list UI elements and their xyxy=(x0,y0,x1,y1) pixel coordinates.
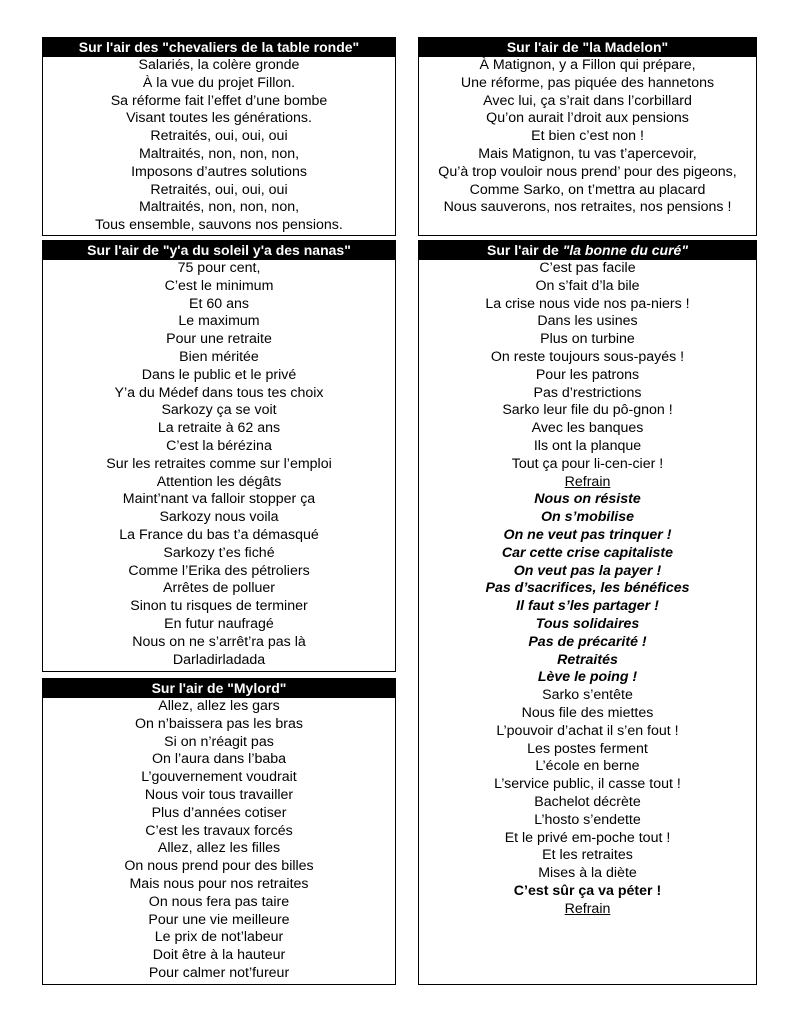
lyric-line: Retraités xyxy=(557,651,618,668)
lyric-line: Imposons d’autres solutions xyxy=(131,163,307,180)
song-title-cure-prefix: Sur l'air de xyxy=(487,242,563,258)
lyric-line: Bien méritée xyxy=(179,348,259,365)
refrain-marker: Refrain xyxy=(564,900,611,917)
lyric-line: À la vue du projet Fillon. xyxy=(142,74,296,91)
lyric-line: Sarko s’entête xyxy=(542,687,633,704)
lyric-line: À Matignon, y a Fillon qui prépare, xyxy=(479,57,696,73)
lyric-line: Le maximum xyxy=(178,313,260,330)
lyric-line: Bachelot décrète xyxy=(534,793,641,810)
lyric-line: Allez, allez les gars xyxy=(158,698,280,714)
lyric-line: L’pouvoir d’achat il s’en fout ! xyxy=(496,722,679,739)
lyric-line: Sarkozy nous voila xyxy=(159,509,279,526)
lyric-line: Avec lui, ça s’rait dans l’corbillard xyxy=(483,92,692,109)
lyric-line: Retraités, oui, oui, oui xyxy=(150,128,288,145)
song-title-mylord: Sur l'air de "Mylord" xyxy=(43,679,395,698)
lyric-line: La retraite à 62 ans xyxy=(157,420,281,437)
song-title-chevaliers: Sur l'air des "chevaliers de la table ronde" xyxy=(43,38,395,57)
lyric-line: Mais nous pour nos retraites xyxy=(129,875,309,892)
lyric-line: Nous voir tous travailler xyxy=(144,786,294,803)
lyric-line: Visant toutes les générations. xyxy=(126,110,312,127)
lyric-line: Mises à la diète xyxy=(538,865,637,882)
lyric-line: On reste toujours sous-payés ! xyxy=(490,348,685,365)
song-lyrics-cure xyxy=(419,260,756,918)
song-title-soleil: Sur l'air de "y'a du soleil y'a des nanas" xyxy=(43,241,395,260)
lyric-line: C’est le minimum xyxy=(164,277,274,294)
lyric-line: L’école en berne xyxy=(535,758,640,775)
lyric-line: On nous fera pas taire xyxy=(148,893,290,910)
song-lyrics-soleil xyxy=(43,260,395,669)
lyric-line: Maltraités, non, non, non, xyxy=(138,145,300,162)
lyric-line: Allez, allez les filles xyxy=(157,840,281,857)
lyric-line: Sarko leur file du pô-gnon ! xyxy=(502,402,673,419)
lyric-line: Lève le poing ! xyxy=(537,669,638,686)
lyric-line: C’est les travaux forcés xyxy=(145,822,293,839)
lyric-line: Si on n’réagit pas xyxy=(164,733,274,750)
lyric-line: Tout ça pour li-cen-cier ! xyxy=(511,455,664,472)
lyric-line: Tous solidaires xyxy=(535,615,640,632)
lyric-line: On veut pas la payer ! xyxy=(513,562,662,579)
lyric-line: L’hosto s’endette xyxy=(534,811,641,828)
lyric-line: Pour une retraite xyxy=(166,331,272,348)
lyric-line: Car cette crise capitaliste xyxy=(501,544,674,561)
lyric-line: Pas de précarité ! xyxy=(528,633,647,650)
lyric-line: Pas d’sacrifices, les bénéfices xyxy=(485,580,690,597)
lyric-line: L’gouvernement voudrait xyxy=(141,769,297,786)
lyric-line: Dans les usines xyxy=(537,313,638,330)
lyric-line: Pour calmer not’fureur xyxy=(148,964,290,981)
lyric-line: L’service public, il casse tout ! xyxy=(494,776,681,793)
lyric-line: Maltraités, non, non, non, xyxy=(138,199,300,216)
lyric-line: Sa réforme fait l’effet d’une bombe xyxy=(110,92,328,109)
lyric-line: Maint’nant va falloir stopper ça xyxy=(122,491,316,508)
song-lyrics-chevaliers xyxy=(43,57,395,235)
lyric-line: Plus d’années cotiser xyxy=(151,804,287,821)
lyric-line: Qu’on aurait l’droit aux pensions xyxy=(486,110,689,127)
lyric-line: On s’fait d’la bile xyxy=(535,277,640,294)
lyric-line: Sinon tu risques de terminer xyxy=(130,598,308,615)
lyric-line: Et le privé em-poche tout ! xyxy=(504,829,671,846)
lyric-line: Qu’à trop vouloir nous prend’ pour des pigeons, xyxy=(438,163,737,180)
lyric-line: Pour les patrons xyxy=(535,366,640,383)
lyric-line: Plus on turbine xyxy=(540,331,635,348)
lyric-line: On s’mobilise xyxy=(540,509,635,526)
lyric-line: Et les retraites xyxy=(542,847,633,864)
lyric-line: Arrêtes de polluer xyxy=(163,580,275,597)
lyric-line: C’est sûr ça va péter ! xyxy=(513,882,662,899)
lyric-line: Nous on résiste xyxy=(534,491,641,508)
lyric-line: Ils ont la planque xyxy=(533,437,642,454)
lyric-line: Nous on ne s’arrêt’ra pas là xyxy=(132,633,306,650)
lyric-line: Une réforme, pas piquée des hannetons xyxy=(460,74,715,91)
lyric-line: On nous prend pour des billes xyxy=(124,858,314,875)
lyric-line: Pas d’restrictions xyxy=(533,384,642,401)
lyric-line: Et bien c’est non ! xyxy=(531,128,644,145)
song-box-chevaliers xyxy=(42,37,396,236)
song-lyrics-madelon xyxy=(419,57,756,217)
song-box-soleil xyxy=(42,240,396,672)
lyric-line: Il faut s’les partager ! xyxy=(516,598,659,615)
lyric-line: Darladirladada xyxy=(172,651,266,668)
lyric-line: Le prix de not’labeur xyxy=(154,929,284,946)
song-title-madelon: Sur l'air de "la Madelon" xyxy=(419,38,756,57)
lyric-line: Comme Sarko, on t’mettra au placard xyxy=(469,181,706,198)
lyric-line: On l’aura dans l’baba xyxy=(151,751,287,768)
lyric-line: En futur naufragé xyxy=(164,615,274,632)
lyric-line: Sur les retraites comme sur l’emploi xyxy=(106,455,332,472)
lyric-line: Avec les banques xyxy=(531,420,644,437)
song-title-cure xyxy=(419,241,756,260)
lyric-line: La France du bas t’a démasqué xyxy=(119,526,319,543)
lyric-line: Sarkozy ça se voit xyxy=(161,402,277,419)
lyric-line: Retraités, oui, oui, oui xyxy=(150,181,288,198)
lyric-line: On n’baissera pas les bras xyxy=(135,715,303,732)
lyric-line: Mais Matignon, tu vas t’apercevoir, xyxy=(478,145,697,162)
lyric-line: La crise nous vide nos pa-niers ! xyxy=(485,295,690,312)
lyric-line: Pour une vie meilleure xyxy=(148,911,290,928)
lyric-line: Y’a du Médef dans tous tes choix xyxy=(114,384,324,401)
lyric-line: On ne veut pas trinquer ! xyxy=(503,526,672,543)
song-box-cure xyxy=(418,240,757,985)
lyric-line: C’est la bérézina xyxy=(166,437,272,454)
lyric-line: Sarkozy t’es fiché xyxy=(163,544,275,561)
song-box-madelon xyxy=(418,37,757,236)
lyric-line: Attention les dégâts xyxy=(156,473,282,490)
lyric-line: 75 pour cent, xyxy=(177,260,261,276)
lyric-line: Comme l’Erika des pétroliers xyxy=(128,562,310,579)
song-lyrics-mylord xyxy=(43,698,395,983)
lyric-line: Nous sauverons, nos retraites, nos pensions ! xyxy=(443,199,732,216)
lyric-line: Nous file des miettes xyxy=(521,704,654,721)
lyric-line: Les postes ferment xyxy=(527,740,648,757)
lyric-line: Salariés, la colère gronde xyxy=(138,57,300,73)
lyric-line: Tous ensemble, sauvons nos pensions. xyxy=(95,217,343,234)
lyric-line: Doit être à la hauteur xyxy=(152,947,286,964)
song-box-mylord xyxy=(42,678,396,985)
refrain-marker: Refrain xyxy=(564,473,611,490)
lyric-line: Et 60 ans xyxy=(189,295,249,312)
song-title-cure-italic: "la bonne du curé" xyxy=(562,242,688,258)
lyric-line: C’est pas facile xyxy=(539,260,636,276)
lyric-line: Dans le public et le privé xyxy=(141,366,297,383)
